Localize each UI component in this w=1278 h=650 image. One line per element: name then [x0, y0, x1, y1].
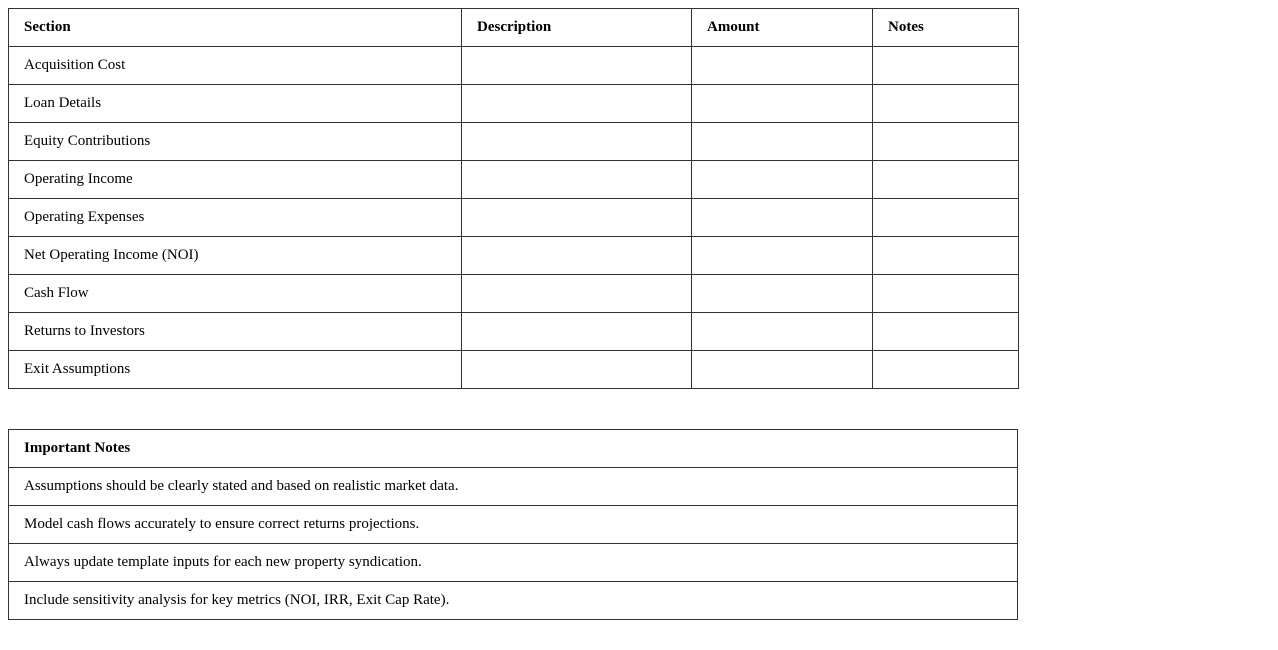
notes-cell[interactable]	[873, 351, 1019, 389]
table-row	[9, 123, 1019, 161]
note-row	[9, 506, 1018, 544]
section-cell: Equity Contributions	[9, 123, 462, 161]
section-cell: Loan Details	[9, 85, 462, 123]
notes-cell[interactable]	[873, 313, 1019, 351]
notes-cell[interactable]	[873, 237, 1019, 275]
table-row	[9, 161, 1019, 199]
note-row	[9, 544, 1018, 582]
important-notes-table	[8, 429, 1018, 620]
amount-cell[interactable]	[692, 161, 873, 199]
table-row	[9, 275, 1019, 313]
table-row	[9, 85, 1019, 123]
description-cell[interactable]	[462, 85, 692, 123]
amount-cell[interactable]	[692, 85, 873, 123]
section-cell: Returns to Investors	[9, 313, 462, 351]
description-cell[interactable]	[462, 351, 692, 389]
table-row	[9, 237, 1019, 275]
note-row	[9, 582, 1018, 620]
note-item: Include sensitivity analysis for key metrics (NOI, IRR, Exit Cap Rate).	[9, 582, 1018, 620]
section-cell: Net Operating Income (NOI)	[9, 237, 462, 275]
description-cell[interactable]	[462, 47, 692, 85]
section-cell: Operating Expenses	[9, 199, 462, 237]
table-row	[9, 199, 1019, 237]
amount-cell[interactable]	[692, 313, 873, 351]
header-amount: Amount	[692, 9, 873, 47]
amount-cell[interactable]	[692, 199, 873, 237]
amount-cell[interactable]	[692, 47, 873, 85]
notes-cell[interactable]	[873, 47, 1019, 85]
notes-header-row	[9, 430, 1018, 468]
notes-cell[interactable]	[873, 199, 1019, 237]
amount-cell[interactable]	[692, 123, 873, 161]
header-description: Description	[462, 9, 692, 47]
description-cell[interactable]	[462, 275, 692, 313]
description-cell[interactable]	[462, 123, 692, 161]
notes-cell[interactable]	[873, 85, 1019, 123]
syndication-template-table	[8, 8, 1019, 389]
table-row	[9, 47, 1019, 85]
header-section: Section	[9, 9, 462, 47]
notes-cell[interactable]	[873, 123, 1019, 161]
section-cell: Exit Assumptions	[9, 351, 462, 389]
table-row	[9, 313, 1019, 351]
note-item: Model cash flows accurately to ensure correct returns projections.	[9, 506, 1018, 544]
section-cell: Operating Income	[9, 161, 462, 199]
description-cell[interactable]	[462, 313, 692, 351]
description-cell[interactable]	[462, 237, 692, 275]
section-cell: Acquisition Cost	[9, 47, 462, 85]
amount-cell[interactable]	[692, 275, 873, 313]
description-cell[interactable]	[462, 161, 692, 199]
notes-cell[interactable]	[873, 161, 1019, 199]
note-row	[9, 468, 1018, 506]
notes-header: Important Notes	[9, 430, 1018, 468]
header-notes: Notes	[873, 9, 1019, 47]
note-item: Always update template inputs for each new property syndication.	[9, 544, 1018, 582]
notes-cell[interactable]	[873, 275, 1019, 313]
table-row	[9, 351, 1019, 389]
amount-cell[interactable]	[692, 237, 873, 275]
description-cell[interactable]	[462, 199, 692, 237]
section-cell: Cash Flow	[9, 275, 462, 313]
table-header-row	[9, 9, 1019, 47]
amount-cell[interactable]	[692, 351, 873, 389]
note-item: Assumptions should be clearly stated and based on realistic market data.	[9, 468, 1018, 506]
